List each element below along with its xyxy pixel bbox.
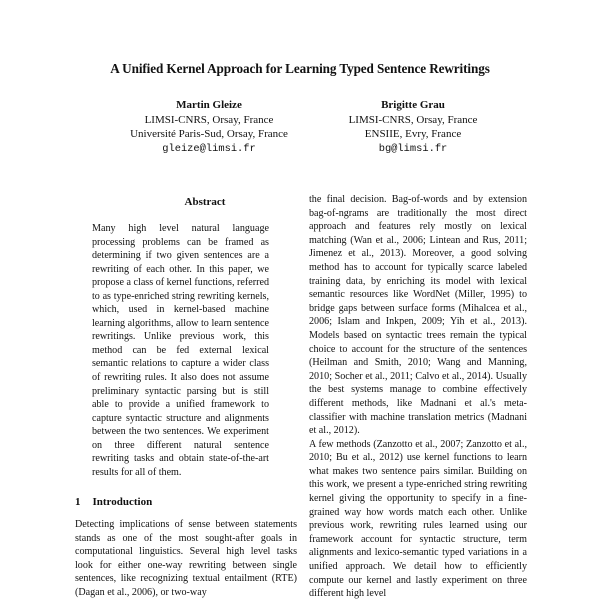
abstract-text: Many high level natural language processing problems can be framed as determining if two given sentences are a rewriting of each other. In this paper, we propose a class of kernel functions, referred to as type-enriched string rewriting kernels, which, used in kernel-based machine learning algorithms, allow to learn sentence rewritings. Unlike previous work, this method can be fed external lexical semantic relations to capture a wider class of rewriting rules. It also does not assume preliminary syntactic parsing but is still able to provide a unified framework to capture syntactic structure and alignments between the two sentences. We experiment on three different natural sentence rewriting tasks and obtain state-of-the-art results for all of them. xyxy=(92,223,269,478)
author-affiliation: LIMSI-CNRS, Orsay, France xyxy=(144,113,274,126)
right-column-paragraph: the final decision. Bag-of-words and by extension bag-of-ngrams are traditionally the most direct approach and features rely mostly on lexical matching (Wan et al., 2006; Lintean and Rus, 2011; Jimenez et al., 2013). Moreover, a good solving method has to account for typically scarce labeled training data, by enriching its model with lexical semantic resources like WordNet (Miller, 1995) to bridge gaps between surface forms (Mihalcea et al., 2006; Islam and Inkpen, 2009; Yih et al., 2013). Models based on syntactic trees remain the typical choice to account for the structure of the sentences (Heilman and Smith, 2010; Wang and Manning, 2010; Socher et al., 2011; Calvo et al., 2014). Usually the best systems manage to combine effectively different methods, like Madnani et al.'s meta-classifier with machine translation metrics (Madnani et al., 2012). xyxy=(309,194,527,437)
right-column xyxy=(309,193,527,601)
section-title: Introduction xyxy=(92,496,153,508)
author-name: Martin Gleize xyxy=(176,99,242,111)
abstract-heading: Abstract xyxy=(184,196,226,208)
author-affiliation: ENSIIE, Evry, France xyxy=(364,128,462,141)
author-affiliation: Université Paris-Sud, Orsay, France xyxy=(130,128,288,141)
author-block-1 xyxy=(96,98,322,156)
author-name: Brigitte Grau xyxy=(381,99,445,111)
author-block-2 xyxy=(300,98,526,156)
section-number: 1 xyxy=(75,496,81,508)
author-email: bg@limsi.fr xyxy=(378,142,448,155)
section-heading xyxy=(75,496,152,508)
right-column-paragraph: A few methods (Zanzotto et al., 2007; Zanzotto et al., 2010; Bu et al., 2012) use kernel functions to learn what makes two sentence pairs similar. Building on this work, we present a type-enriched string rewriting kernel giving the opportunity to specify in a fine-grained way how words match each other. Unlike previous work, rewriting rules learned using our framework account for syntactic structure, term alignments and lexico-semantic typed variations in a unified approach. We detail how to efficiently compute our kernel and lastly experiment on three different high level xyxy=(309,438,527,600)
author-email: gleize@limsi.fr xyxy=(162,142,256,155)
paper-title: A Unified Kernel Approach for Learning Typed Sentence Rewritings xyxy=(110,61,490,76)
introduction-text: Detecting implications of sense between statements stands as one of the most sought-after goals in computational linguistics. Several high level tasks look for either one-way rewriting between single sentences, like recognizing textual entailment (RTE) (Dagan et al., 2006), or two-way xyxy=(75,519,297,598)
author-affiliation: LIMSI-CNRS, Orsay, France xyxy=(348,113,478,126)
